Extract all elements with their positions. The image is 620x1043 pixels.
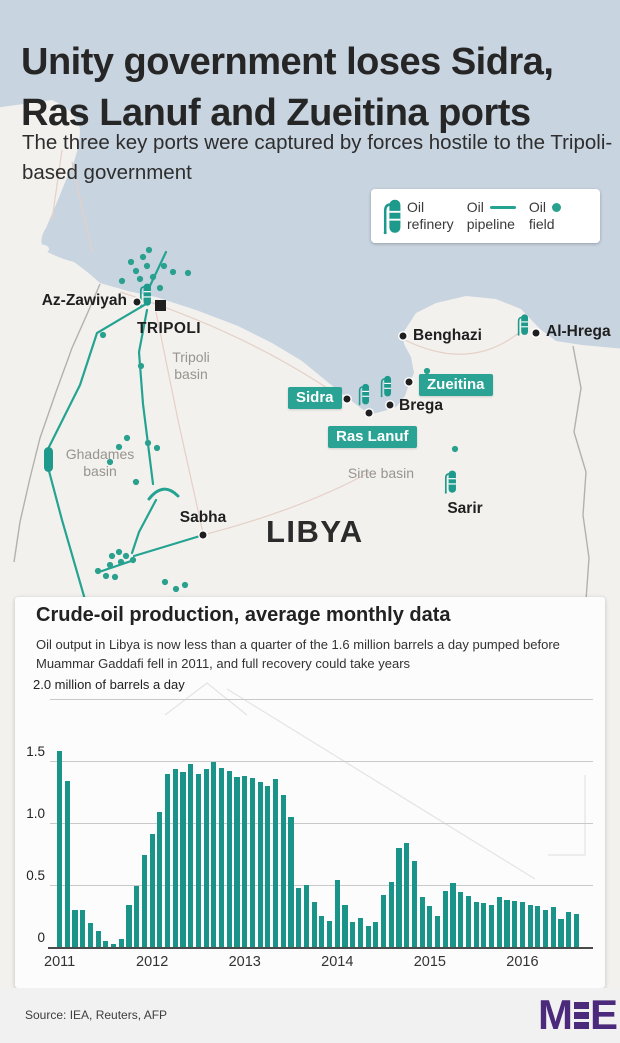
x-axis-tick-label: 2013 [228,954,261,970]
brega-refinery-icon [381,376,391,397]
bar [574,914,579,946]
title-line-2: Ras Lanuf and Zueitina ports [21,92,531,135]
oil-field-dot [123,553,129,559]
bar [420,897,425,947]
oil-field-dot [124,435,130,441]
bar [180,772,185,947]
oil-refinery-icon [381,197,402,235]
bar [150,834,155,947]
gridline [50,761,593,762]
oil-field-dot [137,276,143,282]
bar [443,891,448,947]
bar [227,771,232,947]
bar [312,902,317,947]
bar [126,905,131,947]
bar [373,922,378,947]
y-axis-tick-label: 1.5 [26,743,45,759]
chart-unit-label: 2.0 million of barrels a day [33,677,185,692]
city-label-al-hrega: Al-Hrega [546,323,611,340]
ras-lanuf-refinery-icon [359,384,369,405]
title-line-1: Unity government loses Sidra, [21,41,554,84]
city-label-brega: Brega [399,397,443,414]
basin-label-sirte: Sirte basin [347,465,415,481]
bar [119,939,124,946]
bar [304,885,309,947]
port-tag-ras-lanuf: Ras Lanuf [328,426,417,448]
bar [196,774,201,946]
bar [211,762,216,947]
oil-field-dot [173,586,179,592]
bar [250,778,255,947]
bar [319,916,324,947]
oil-field-dot [100,332,106,338]
bar [450,883,455,946]
source-attribution: Source: IEA, Reuters, AFP [25,1008,168,1022]
mee-logo-letter-m: M [538,991,572,1038]
country-label-libya: LIBYA [266,514,364,549]
bar [296,888,301,946]
chart-subtitle: Oil output in Libya is now less than a quarter of the 1.6 million barrels a day pumped before Muammar Gaddafi fell in 2011, and full recovery could take years [36,637,560,671]
port-tag-zueitina: Zueitina [419,374,493,396]
y-axis-tick-label: 0 [37,929,45,945]
bar [57,751,62,947]
bar [65,781,70,947]
oil-field-dot [119,278,125,284]
oil-field-dot [112,574,118,580]
bar [350,922,355,947]
oil-field-dot [103,573,109,579]
bar [242,776,247,947]
oil-field-dot [144,263,150,269]
tripoli-marker [155,300,166,311]
legend-item-pipeline [467,199,516,233]
basin-label-tripoli: Tripoli basin [172,349,210,382]
bar [327,921,332,947]
bar [72,910,77,947]
bar [381,895,386,947]
oil-field-dot [109,553,115,559]
bar [489,905,494,947]
oil-field-dot [95,568,101,574]
gridline [50,885,593,886]
x-axis-tick-label: 2011 [44,954,76,970]
oil-field-dot [146,247,152,253]
basin-label-ghadames: Ghadames basin [65,446,135,479]
legend-field-label: Oil field [529,199,561,233]
bar [366,926,371,947]
chart-title: Crude-oil production, average monthly data [36,604,451,626]
bar [404,843,409,947]
bar [358,918,363,947]
x-axis-tick-label: 2015 [413,954,446,970]
oil-field-dot [170,269,176,275]
bar [412,861,417,947]
page-subtitle: The three key ports were captured by forces hostile to the Tripoli-based government [22,131,613,184]
oil-field-dot [162,579,168,585]
bar [389,882,394,946]
bar [435,916,440,947]
bar [558,919,563,946]
page-title [21,37,606,139]
bar [88,923,93,947]
bar [134,886,139,947]
bar [173,769,178,946]
bar [204,769,209,946]
chart-panel [15,597,605,988]
bar [396,848,401,947]
bar [142,855,147,947]
mee-logo [538,991,618,1038]
oil-field-dot [118,559,124,565]
x-axis-tick-label: 2012 [136,954,169,970]
oil-field-dot [116,549,122,555]
bar [543,910,548,947]
oil-field-dot [161,263,167,269]
bar [474,902,479,947]
oil-field-dot [130,557,136,563]
map-legend [371,189,600,243]
city-label-az-zawiyah: Az-Zawiyah [41,292,127,309]
bar [458,892,463,947]
oil-field-dot [138,363,144,369]
oil-field-dot [140,254,146,260]
bar [219,768,224,947]
mee-logo-bars-icon [574,1002,589,1029]
y-axis-tick-label: 0.5 [26,867,45,883]
oil-field-dot [157,285,163,291]
bar [481,903,486,946]
bar [265,786,270,947]
oil-field-dot [182,582,188,588]
legend-item-refinery [381,197,454,235]
az-zawiyah-marker [133,298,141,306]
bar [551,907,556,947]
bar [157,812,162,947]
brega-marker [386,401,394,409]
port-tag-sidra: Sidra [288,387,342,409]
y-axis-tick-label: 1.0 [26,805,45,821]
oil-field-dot [185,270,191,276]
bar [427,906,432,947]
oil-field-dot [452,446,458,452]
city-label-benghazi: Benghazi [413,327,482,344]
gridline [50,699,593,700]
bar [234,777,239,947]
bar [342,905,347,947]
x-axis-tick-label: 2016 [506,954,539,970]
oil-field-dot [107,562,113,568]
oil-field-icon [552,203,561,212]
bar [288,817,293,947]
bar [497,897,502,947]
gridline [50,823,593,824]
bar [466,896,471,947]
bar [528,905,533,947]
bar [335,880,340,947]
al-hrega-marker [532,329,540,337]
legend-refinery-label: Oil refinery [407,199,454,232]
bar [566,912,571,947]
bar [520,902,525,947]
sabha-marker [199,531,207,539]
bar [258,782,263,947]
oil-field-dot [154,445,160,451]
benghazi-marker [399,332,407,340]
city-label-sarir: Sarir [447,500,483,517]
bar [165,774,170,946]
oil-field-dot [133,268,139,274]
city-label-tripoli: TRIPOLI [137,320,201,337]
bar [96,931,101,947]
oil-field-dot [128,259,134,265]
ras-lanuf-marker [365,409,373,417]
sidra-marker [343,395,351,403]
bar [273,779,278,946]
bar [281,795,286,946]
west-refinery-icon [44,447,53,472]
bar [535,906,540,947]
bar [504,900,509,947]
sarir-refinery-icon [445,471,456,494]
oil-pipeline-icon [490,206,516,209]
city-label-sabha: Sabha [179,509,227,526]
al-hrega-refinery-icon [518,314,528,335]
legend-pipeline-label: Oil pipeline [466,199,515,232]
bar-chart-plot [15,597,605,988]
bar [80,910,85,947]
x-axis-baseline [48,947,593,949]
oil-field-dot [150,274,156,280]
oil-field-dot [145,440,151,446]
x-axis-tick-label: 2014 [321,954,354,970]
zueitina-marker [405,378,413,386]
djerba-island [35,245,49,254]
mee-logo-letter-e: E [590,991,618,1038]
bar [111,944,116,946]
bar [512,901,517,947]
legend-item-field [529,199,561,233]
bar [188,764,193,946]
bar [103,941,108,947]
